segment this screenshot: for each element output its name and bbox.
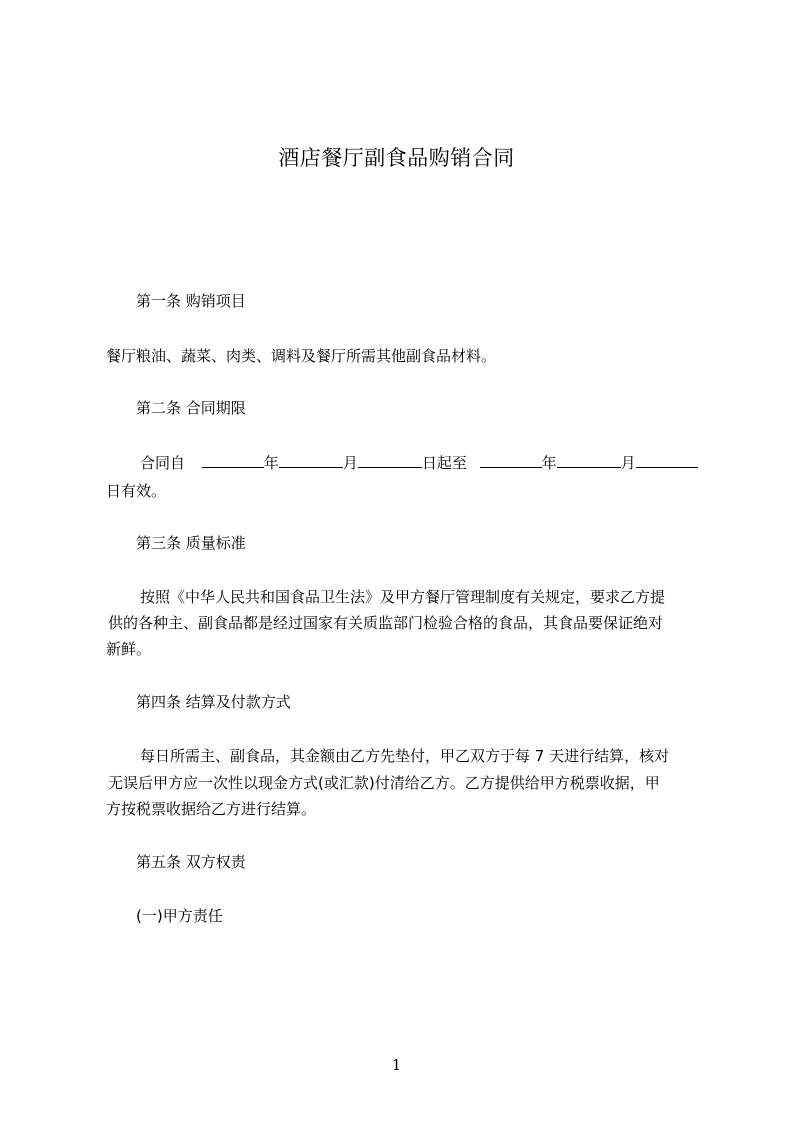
article-1-heading: 第一条 购销项目 [136,292,246,310]
article-2-heading: 第二条 合同期限 [136,399,246,417]
article-4-heading: 第四条 结算及付款方式 [136,693,291,711]
article-3-line-2: 供的各种主、副食品都是经过国家有关质监部门检验合格的食品，其食品要保证绝对 [108,614,664,632]
article-5-subsection-1: (一)甲方责任 [136,907,223,925]
contract-term-line [140,452,701,473]
article-4-line-1: 每日所需主、副食品，其金额由乙方先垫付，甲乙双方于每 7 天进行结算，核对 [140,747,670,765]
document-title: 酒店餐厅副食品购销合同 [278,146,515,170]
term-label-month-1: 月 [342,454,358,472]
start-month-blank[interactable] [279,453,343,468]
term-label-year-2: 年 [541,454,557,472]
end-month-blank[interactable] [557,453,621,468]
article-3-heading: 第三条 质量标准 [136,534,246,552]
article-3-line-3: 新鲜。 [106,640,152,658]
term-label-to: 日起至 [421,454,467,472]
term-label-year-1: 年 [263,454,279,472]
start-day-blank[interactable] [358,453,422,468]
end-day-blank[interactable] [636,453,698,468]
article-4-line-2: 无误后甲方应一次性以现金方式(或汇款)付清给乙方。乙方提供给甲方税票收据，甲 [108,774,660,792]
page-number: 1 [391,1056,402,1074]
article-5-heading: 第五条 双方权责 [136,853,246,871]
end-year-blank[interactable] [480,453,542,468]
article-1-text: 餐厅粮油、蔬菜、肉类、调料及餐厅所需其他副食品材料。 [106,347,497,365]
article-4-line-3: 方按税票收据给乙方进行结算。 [106,800,317,818]
term-label-valid: 日有效。 [106,482,167,500]
article-3-line-1: 按照《中华人民共和国食品卫生法》及甲方餐厅管理制度有关规定，要求乙方提 [140,588,666,606]
term-label-from: 合同自 [140,454,186,472]
start-year-blank[interactable] [202,453,264,468]
term-label-month-2: 月 [620,454,636,472]
